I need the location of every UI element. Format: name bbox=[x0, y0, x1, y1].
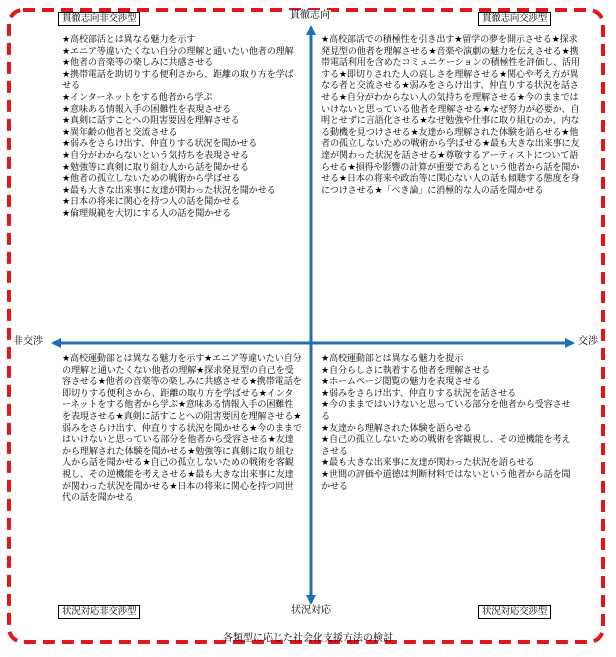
support-item: ★日本の将来に関心を持つ人の話を聞かせる bbox=[62, 197, 240, 208]
support-item: ★勉強等に真剣に取り組む人から話を聞かせる bbox=[62, 446, 294, 469]
axis-label-left: 非交渉 bbox=[13, 336, 43, 347]
quadrant-bottom-left bbox=[62, 354, 302, 505]
support-item: ★即切りされた人の哀しさを理解させる bbox=[338, 69, 499, 80]
support-item: ★世間の評価や道徳は判断材料ではないという他者から話を聞かせる bbox=[321, 469, 571, 492]
support-item: ★高校運動部とは異なる魅力を示す bbox=[62, 354, 205, 364]
support-item: ★自分がわからないという気持ちを表現させる bbox=[62, 150, 249, 161]
quadrant-bottom-right bbox=[321, 354, 573, 493]
support-item: ★弱みをさらけ出す、仲直りする状況を聞かせる bbox=[62, 139, 258, 150]
support-item: ★勉強等に真剣に取り組む人から話を聞かせる bbox=[62, 162, 249, 173]
support-item: ★今のままではいけないと思っている部分を他者から受容させる bbox=[62, 423, 302, 446]
support-item: ★高校運動部とは異なる魅力を提示 bbox=[321, 354, 464, 364]
support-item: ★関心や考え方が異なる者と交流させる bbox=[321, 69, 579, 92]
support-item: ★弱みをさらけ出す、仲直りする状況を話させる bbox=[321, 81, 579, 103]
support-item: ★日本の将来や政治等に関心ない人の話も傾聴する態度を身につけさせる bbox=[321, 174, 580, 196]
support-item: ★自己の孤立しないための戦術を客観視し、その逆機能を考えさせる bbox=[321, 435, 571, 457]
corner-label-top-left: 貫徹志向非交渉型 bbox=[58, 12, 140, 26]
support-item: ★探求発見型の他者を理解させる bbox=[321, 35, 578, 57]
axis-label-top: 貫徹志向 bbox=[290, 10, 330, 21]
support-item: ★自己の孤立しないための戦術を客観視し、その逆機能を考えさせる bbox=[62, 458, 294, 480]
support-item: ★他者の音楽等の楽しみに共感させる bbox=[97, 377, 249, 388]
support-item: ★尊敬するアーティストについて語らせる bbox=[321, 150, 579, 173]
support-item: ★損得や影響の計算が重要であるという他者から話を聞かせる bbox=[321, 162, 580, 185]
support-item: ★音楽や演劇の魅力を伝えさせる bbox=[428, 46, 562, 57]
support-item: ★なぜ努力が必要か、自明とせずに言語化させる bbox=[321, 104, 580, 127]
support-item: ★探求発見型の自己を受容させる bbox=[62, 365, 294, 388]
corner-label-bottom-right: 状況対応交渉型 bbox=[478, 605, 551, 619]
support-item: ★ホームページ閲覧の魅力を表現させる bbox=[321, 377, 481, 388]
support-item: ★高校部活とは異なる魅力を示す bbox=[62, 35, 196, 45]
support-item: ★意味ある情報入手の困難性を表現させる bbox=[62, 400, 294, 422]
support-item: ★「べき論」に消極的な人の話を聞かせる bbox=[374, 185, 544, 196]
support-item: ★自分がわからない人の気持ちを理解させる bbox=[338, 92, 517, 103]
support-item: ★なぜ勉強や仕事に取り組むのか、内なる動機を見つけさせる bbox=[321, 116, 580, 138]
corner-label-top-right: 貫徹志向交渉型 bbox=[478, 12, 551, 26]
support-item: ★携帯電話を助切りする便利さから、距離の取り方を学ばせる bbox=[62, 69, 294, 92]
support-item: ★今のままではいけないと思っている他者を理解させる bbox=[321, 92, 579, 115]
axis-label-bottom: 状況対応 bbox=[291, 605, 331, 616]
support-item: ★真剣に話すことへの阻害要因を理解させる bbox=[62, 116, 240, 127]
support-item: ★友達から理解された体験を聞かせる bbox=[62, 435, 294, 457]
support-item: ★意味ある情報入手の困難性を表現させる bbox=[62, 104, 231, 115]
support-item: ★インターネットをする他者から学ぶ bbox=[62, 92, 213, 103]
support-item: ★友達から理解された体験を語らせる bbox=[410, 127, 562, 138]
support-item: ★携帯電話利用を含めたコミュニケーションの積極性を評価し、活用する bbox=[321, 46, 580, 80]
support-item: ★留学の夢を開示させる bbox=[454, 35, 552, 45]
support-item: ★携帯電話を即切りする便利さから、距離の取り方を学ばせる bbox=[62, 377, 302, 399]
support-item: ★他者の孤立しないための戦術から学ばせる bbox=[321, 127, 579, 150]
support-item: ★最も大きな出来事に友達が関わった状況を聞かせる bbox=[62, 469, 294, 492]
support-item: ★日本の将来に関心を持つ同世代の話を聞かせる bbox=[62, 481, 294, 504]
support-item: ★最も大きな出来事に友達が関わった状況を聞かせる bbox=[62, 185, 276, 196]
support-item: ★今のままではいけないと思っている部分を他者から受容させる bbox=[321, 400, 571, 422]
axis-label-right: 交渉 bbox=[578, 336, 598, 347]
support-item: ★真剣に話すことへの阻害要因を理解させる bbox=[115, 411, 294, 422]
support-item: ★弱みをさらけ出す、仲直りする状況を聞かせる bbox=[62, 411, 302, 434]
support-item: ★他者の音楽等の楽しみに共感させる bbox=[62, 58, 214, 69]
support-item: ★他者の孤立しないための戦術から学ばせる bbox=[62, 174, 240, 185]
support-item: ★最も大きな出来事に友達が関わった状況を話させる bbox=[321, 139, 580, 161]
support-item: ★エニア等違いたくない自分の理解と通いたい他者の理解 bbox=[62, 46, 294, 57]
support-item: ★友達から理解された体験を語らせる bbox=[321, 423, 472, 434]
corner-label-bottom-left: 状況対応非交渉型 bbox=[58, 605, 140, 619]
support-item: ★エニア等違いたい自分の理解と通いたくない他者の理解 bbox=[62, 354, 302, 376]
support-item: ★倫理規範を大切にする人の話を聞かせる bbox=[62, 208, 231, 219]
diagram-caption: 各類型に応じた社会化支援方法の検討 bbox=[223, 633, 393, 644]
support-item: ★自分らしさに執着する他者を理解させる bbox=[321, 365, 490, 376]
support-item: ★異年齢の他者と交流させる bbox=[62, 127, 178, 138]
quadrant-top-left bbox=[62, 35, 302, 221]
support-item: ★高校部活での積極性を引き出す bbox=[321, 35, 455, 45]
quadrant-top-right bbox=[321, 35, 583, 197]
support-item: ★弱みをさらけ出す、仲直りする状況を話させる bbox=[321, 388, 517, 399]
support-item: ★インターネットをする他者から学ぶ bbox=[62, 388, 294, 411]
support-item: ★最も大きな出来事に友達が関わった状況を語らせる bbox=[321, 458, 535, 469]
